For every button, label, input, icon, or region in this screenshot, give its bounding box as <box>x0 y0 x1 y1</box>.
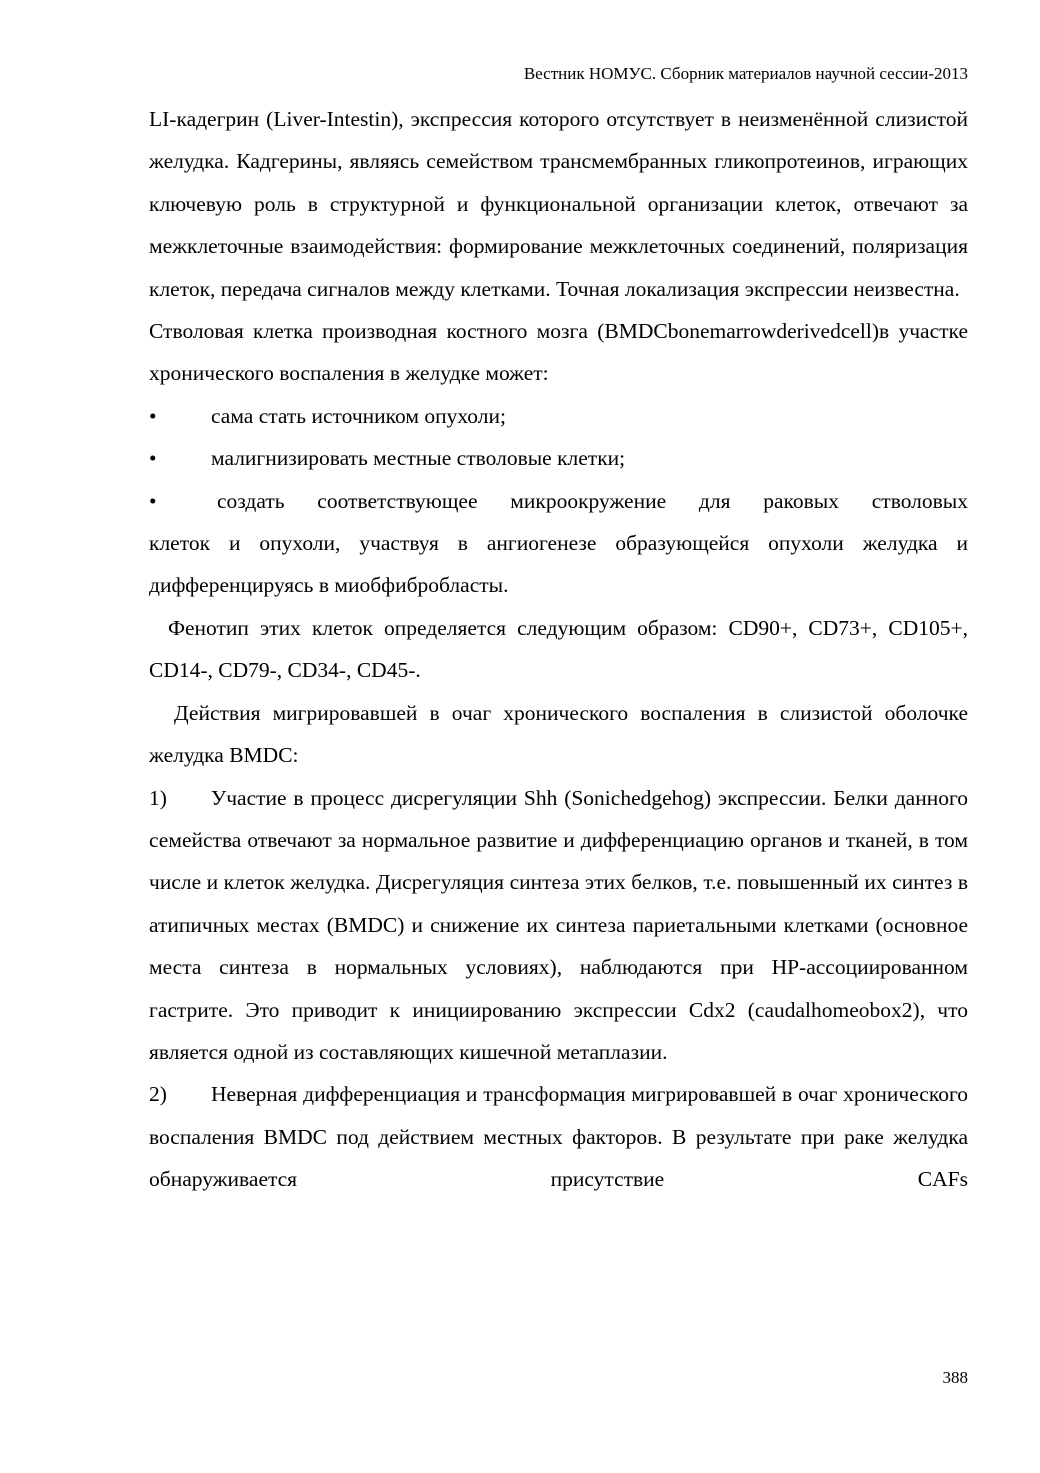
numbered-item-2 <box>149 1073 968 1200</box>
numbered-item-1 <box>149 777 968 1074</box>
running-header: Вестник НОМУС. Сборник материалов научной сессии-2013 <box>523 64 968 83</box>
bullet-marker: • <box>149 403 157 428</box>
bullet-continuation: клеток и опухоли, участвуя в ангиогенезе образующейся опухоли желудка и дифференцируясь в миобфибробласты. <box>149 531 968 598</box>
paragraph-cadherin: LI-кадегрин (Liver-Intestin), экспрессия которого отсутствует в неизменённой слизистой желудка. Кадгерины, являясь семейством трансмембранных гликопротеинов, играющих ключевую роль в структурной и функциональной организации клеток, отвечают за межклеточные взаимодействия: формирование межклеточных соединений, поляризация клеток, передача сигналов между клетками. Точная локализация экспрессии неизвестна. <box>149 107 968 301</box>
paragraph-bmdc-actions: Действия мигрировавшей в очаг хронического воспаления в слизистой оболочке желудка BMDC: <box>149 700 968 768</box>
page-body <box>149 98 968 1201</box>
bullet-item-1 <box>149 395 968 437</box>
bullet-first-line <box>149 480 968 522</box>
paragraph-phenotype: Фенотип этих клеток определяется следующим образом: CD90+, CD73+, CD105+, CD14-, CD79-, CD34-, CD45-. <box>149 615 968 683</box>
numbered-text: Неверная дифференциация и трансформация мигрировавшей в очаг хронического воспаления BMDC под действием местных факторов. В результате при раке желудка обнаруживается присутствие CAFs <box>149 1082 968 1192</box>
numbered-label: 2) <box>149 1082 167 1107</box>
bullet-item-2 <box>149 437 968 479</box>
numbered-label: 1) <box>149 785 167 810</box>
paragraph-bmdc-intro: Стволовая клетка производная костного мозга (BMDCbonemarrowderivedcell)в участке хронического воспаления в желудке может: <box>149 319 968 386</box>
page-number: 388 <box>942 1368 968 1387</box>
bullet-text: малигнизировать местные стволовые клетки; <box>211 446 626 471</box>
bullet-item-3 <box>149 480 968 607</box>
bullet-marker: • <box>149 446 157 471</box>
bullet-text: создать соответствующее микроокружение для раковых стволовых <box>217 488 968 513</box>
bullet-text: сама стать источником опухоли; <box>211 403 506 428</box>
bullet-marker: • <box>149 488 157 513</box>
numbered-text: Участие в процесс дисрегуляции Shh (Sonichedgehog) экспрессии. Белки данного семейства отвечают за нормальное развитие и дифференциацию органов и тканей, в том числе и клеток желудка. Дисрегуляция синтеза этих белков, т.е. повышенный их синтез в атипичных местах (BMDC) и снижение их синтеза париетальными клетками (основное места синтеза в нормальных условиях), наблюдаются при HP-ассоциированном гастрите. Это приводит к инициированию экспрессии Cdx2 (caudalhomeobox2), что является одной из составляющих кишечной метаплазии. <box>149 785 968 1064</box>
